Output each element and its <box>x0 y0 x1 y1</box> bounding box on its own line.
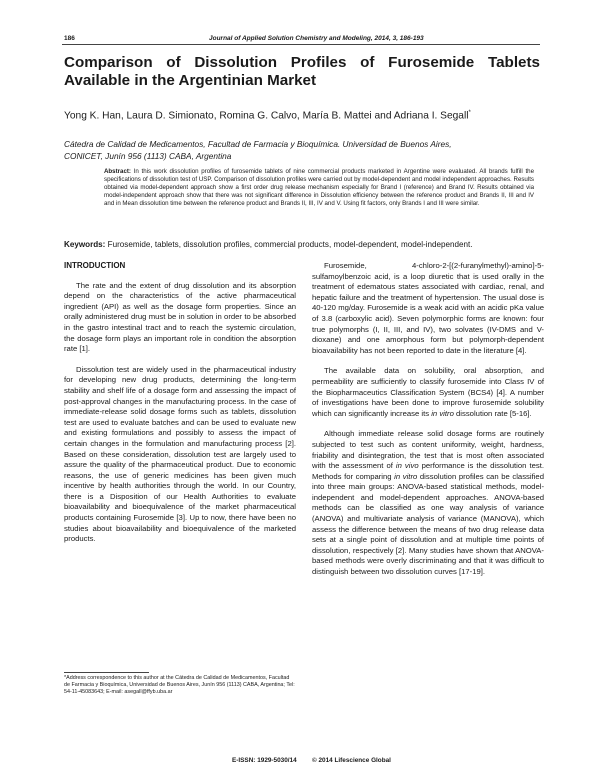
page-number: 186 <box>64 35 75 42</box>
copyright: © 2014 Lifescience Global <box>312 757 391 764</box>
p2-text-a: The available data on solubility, oral absorption, and permeability are sufficiently to classify furosemide into Class IV of the Biopharmaceutics Classification System (BCS4) [4]. A number of investigations have been done to improve furosemide solubility which can significantly increase its <box>312 366 544 418</box>
right-column <box>312 261 544 588</box>
left-column <box>64 261 296 555</box>
section-heading-introduction: INTRODUCTION <box>64 261 126 270</box>
header-rule <box>62 44 540 45</box>
corresponding-mark: * <box>468 110 471 116</box>
affiliation <box>64 138 544 162</box>
p2-text-b: dissolution rate [5-16]. <box>453 408 532 418</box>
p3-text-a: Although immediate release solid dosage forms are routinely subjected to test such as content uniformity, weight, hardness, friability and disintegration, the test that is most often associated with the assessment of <box>312 429 544 471</box>
affiliation-line-1: Cátedra de Calidad de Medicamentos, Facultad de Farmacia y Bioquímica. Universidad de Buenos Aires, <box>64 139 452 149</box>
intro-paragraph-1: The rate and the extent of drug dissolution and its absorption depend on the characteristics of the active pharmaceutical ingredient (API) as well as the dosage form properties. Since an orally administered drug must be in solution in order to be absorbed in the gastro intestinal tract and to reach the systemic circulation, the dosage form plays an important role in condition the absorption rate [1]. <box>64 280 296 354</box>
keywords <box>64 240 544 249</box>
journal-running-head: Journal of Applied Solution Chemistry and Modeling, 2014, 3, 186-193 <box>209 35 424 42</box>
abstract-text: In this work dissolution profiles of furosemide tablets of nine commercial products marketed in Argentine were evaluated. All brands fulfill the specifications of dissolution test of USP. Comparison of dissolution profiles were carried out by model-dependent and model independent approaches. Results obtained via model-dependent approach show a first order drug release mechanism especially for Brand I (reference) and Brand IV. Results obtained via model-independent approach show that there was not significant difference in Dissolution efficiency between the reference product and Brands II, III and IV and in Mean dissolution time between the reference product and Brands II, III, IV and V. Using fit factors, only Brands I and III were similar. <box>104 168 534 208</box>
keywords-text: Furosemide, tablets, dissolution profiles, commercial products, model-dependent, model-independent. <box>107 240 473 249</box>
p3-text-b: performance is the dissolution test. Methods for comparing <box>312 461 544 481</box>
correspondence-footnote: *Address correspondence to this author at the Cátedra de Calidad de Medicamentos, Facultad de Farmacia y Bioquímica, Universidad de Buenos Aires, Junín 956 (1113) CABA, Argentina; Tel: 54-11-45083643; E-mail: asegall@ffyb.uba.ar <box>64 675 295 696</box>
right-paragraph-1: Furosemide, 4-chloro-2-[(2-furanylmethyl)-amino]-5-sulfamoylbenzoic acid, is a loop diuretic that is used orally in the treatment of edematous states associated with cardiac, renal, and hepatic failure and the treatment of hypertension. The usual dose is 40-120 mg/day. Furosemide is a weak acid with an acidic pKa value of 3.8 (carboxylic acid). Seven polymorphic forms are known: four true polymorphs (I, II, III, and IV), two solvates (IV-DMS and V-dioxane) and one amorphous form but polymorph-dependent bioavailability has not been reported to date in the literature [4]. <box>312 261 544 355</box>
p3-italic-1: in vivo <box>395 461 419 471</box>
paper-title: Comparison of Dissolution Profiles of Furosemide Tablets Available in the Argentinian Market <box>64 54 540 89</box>
p3-italic-2: in vitro <box>394 471 418 481</box>
author-list <box>64 110 471 121</box>
intro-paragraph-2: Dissolution test are widely used in the pharmaceutical industry for developing new drug products, determining the long-term stability and shelf life of a dosage form and assessing the impact of post-approval changes in the manufacturing process. In the case of immediate-release solid dosage forms such as tablets, dissolution test are used to evaluate batches and can be used to evaluate new and existing formulations and possibly to assess the impact of certain changes in the formulation and manufacturing process [2]. Based on these consideration, dissolution test are largely used to assure the quality of the pharmaceutical product. Due to economic reasons, the use of generic medicines has been given much incentive by health authorities through the world. In our Country, there is a Disposition of our Health Authorities to evaluate bioavailability and bioequivalence of the market pharmaceutical products containing Furosemide [3]. Up to now, there have been no studies about bioavailability and bioequivalence of the marketed products. <box>64 364 296 544</box>
p2-italic: in vitro <box>431 408 454 418</box>
right-paragraph-2 <box>312 366 544 419</box>
keywords-label: Keywords: <box>64 240 106 249</box>
issn: E-ISSN: 1929-5030/14 <box>232 757 297 764</box>
footnote-rule <box>64 672 149 673</box>
p3-text-c: dissolution profiles can be classified into three main groups: ANOVA-based statistical methods, model-independent and model-dependent approaches. ANOVA-based methods can be classified as one way analysis of variance (ANOVA) and multivariate analysis of variance (MANOVA), which assess the difference between the means of two drug release data sets at a single point of dissolution and at multiple time points of dissolution, respectively [2]. Many studies have shown that ANOVA-based methods were overly discriminating and that it was difficult to distinguish between two dissolution curves [17-19]. <box>312 471 544 577</box>
abstract-label: Abstract: <box>104 168 131 175</box>
affiliation-line-2: CONICET, Junín 956 (1113) CABA, Argentina <box>64 151 232 161</box>
authors-text: Yong K. Han, Laura D. Simionato, Romina G. Calvo, María B. Mattei and Adriana I. Segall <box>64 110 469 122</box>
abstract <box>104 168 534 208</box>
right-paragraph-3 <box>312 429 544 577</box>
